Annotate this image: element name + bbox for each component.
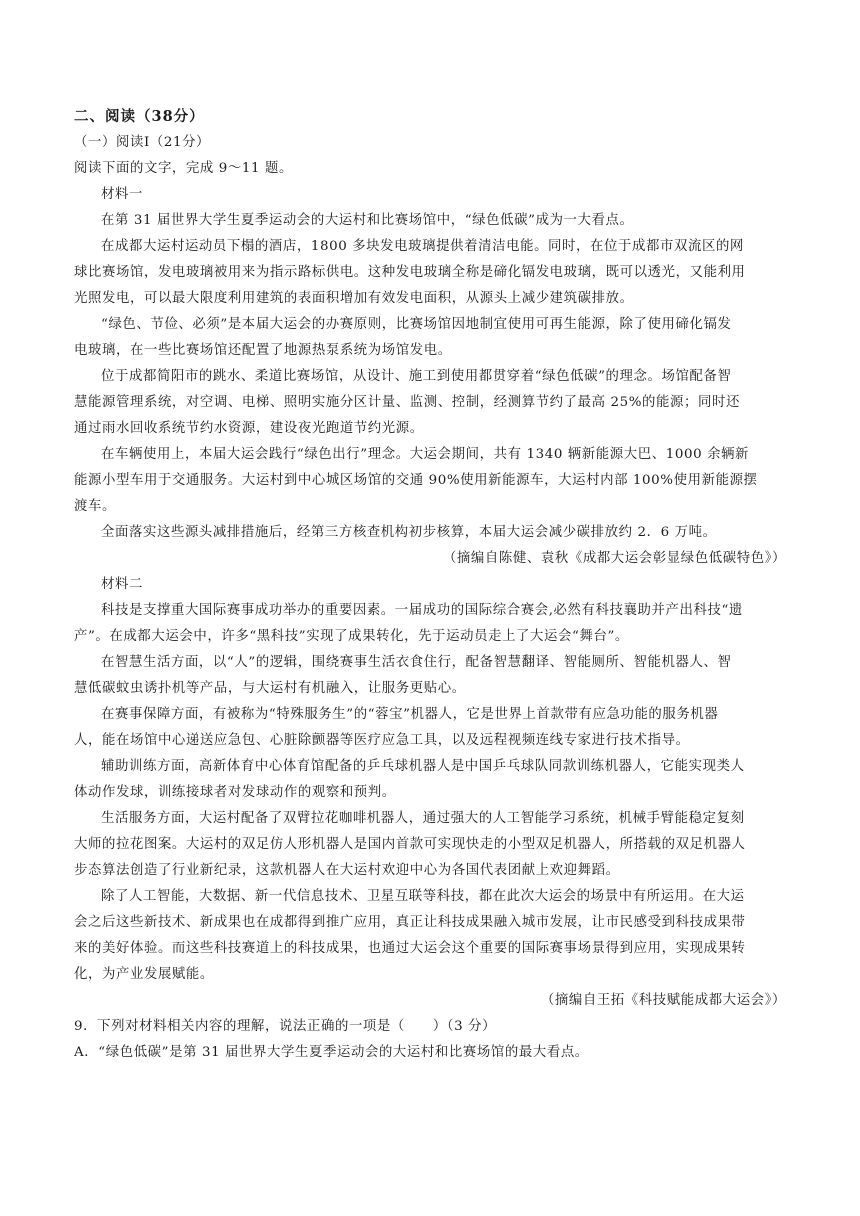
material1-line: 在第 31 届世界大学生夏季运动会的大运村和比赛场馆中，“绿色低碳”成为一大看点。: [101, 213, 634, 228]
section-title: 二、阅读（38分）: [74, 108, 205, 125]
material2-line: 来的美好体验。而这些科技赛道上的科技成果，也通过大运会这个重要的国际赛事场景得到应用，实现成果转: [74, 941, 746, 956]
question9-stem: 9．下列对材料相关内容的理解，说法正确的一项是（ ）（3 分）: [74, 1019, 497, 1034]
material1-line: 慧能源管理系统，对空调、电梯、照明实施分区计量、监测、控制，经测算节约了最高 25%的能源；同时还: [74, 395, 740, 410]
document-page: [74, 104, 796, 1066]
material2-label: 材料二: [101, 577, 143, 592]
material2-line: 人，能在场馆中心递送应急包、心脏除颤器等医疗应急工具，以及远程视频连线专家进行技术指导。: [74, 733, 690, 748]
material2-line: 慧低碳蚊虫诱扑机等产品，与大运村有机融入，让服务更贴心。: [74, 681, 466, 696]
material1-line: 光照发电，可以最大限度利用建筑的表面积增加有效发电面积，从源头上减少建筑碳排放。: [74, 291, 634, 306]
material1-line: 在车辆使用上，本届大运会践行“绿色出行”理念。大运会期间，共有 1340 辆新能源大巴、1000 余辆新: [101, 447, 750, 462]
material1-line: 能源小型车用于交通服务。大运村到中心城区场馆的交通 90%使用新能源车，大运村内部 100%使用新能源摆: [74, 473, 758, 488]
material2-line: 产”。在成都大运会中，许多“黑科技”实现了成果转化，先于运动员走上了大运会“舞台”。: [74, 629, 629, 644]
material2-line: 在智慧生活方面，以“人”的逻辑，围绕赛事生活衣食住行，配备智慧翻译、智能厕所、智能机器人、智: [101, 655, 732, 670]
material1-line: 通过雨水回收系统节约水资源，建设夜光跑道节约光源。: [74, 421, 424, 436]
material2-line: 大师的拉花图案。大运村的双足仿人形机器人是国内首款可实现快走的小型双足机器人，所搭载的双足机器人: [74, 837, 746, 852]
material1-line: 渡车。: [74, 499, 116, 514]
material2-line: 在赛事保障方面，有被称为“特殊服务生”的“蓉宝”机器人，它是世界上首款带有应急功能的服务机器: [101, 707, 719, 722]
material2-line: 除了人工智能，大数据、新一代信息技术、卫星互联等科技，都在此次大运会的场景中有所运用。在大运: [101, 889, 745, 904]
material2-line: 体动作发球，训练接球者对发球动作的观察和预判。: [74, 785, 396, 800]
material2-line: 步态算法创造了行业新纪录，这款机器人在大运村欢迎中心为各国代表团献上欢迎舞蹈。: [74, 863, 620, 878]
instruction: 阅读下面的文字，完成 9～11 题。: [74, 161, 293, 176]
material2-line: 科技是支撑重大国际赛事成功举办的重要因素。一届成功的国际综合赛会,必然有科技襄助并产出科技“遗: [101, 603, 743, 618]
material1-line: 位于成都简阳市的跳水、柔道比赛场馆，从设计、施工到使用都贯穿着“绿色低碳”的理念。场馆配备智: [101, 369, 732, 384]
material1-label: 材料一: [101, 187, 143, 202]
material1-line: 全面落实这些源头减排措施后，经第三方核查机构初步核算，本届大运会减少碳排放约 2．6 万吨。: [101, 525, 717, 540]
question9-option-a: A．“绿色低碳”是第 31 届世界大学生夏季运动会的大运村和比赛场馆的最大看点。: [74, 1045, 589, 1060]
material2-line: 辅助训练方面，高新体育中心体育馆配备的乒乓球机器人是中国乒乓球队同款训练机器人，它能实现类人: [101, 759, 745, 774]
material2-line: 化，为产业发展赋能。: [74, 967, 214, 982]
material2-line: 生活服务方面，大运村配备了双臂拉花咖啡机器人，通过强大的人工智能学习系统，机械手臂能稳定复刻: [101, 811, 745, 826]
material2-source: （摘编自王拓《科技赋能成都大运会》）: [540, 993, 786, 1008]
material1-source: （摘编自陈健、袁秋《成都大运会彰显绿色低碳特色》）: [442, 551, 786, 566]
material2-line: 会之后这些新技术、新成果也在成都得到推广应用，真正让科技成果融入城市发展，让市民感受到科技成果带: [74, 915, 746, 930]
material1-line: 在成都大运村运动员下榻的酒店，1800 多块发电玻璃提供着清洁电能。同时，在位于成都市双流区的网: [101, 239, 744, 254]
material1-line: 电玻璃，在一些比赛场馆还配置了地源热泵系统为场馆发电。: [74, 343, 452, 358]
material1-line: 球比赛场馆，发电玻璃被用来为指示路标供电。这种发电玻璃全称是碲化镉发电玻璃，既可以透光，又能利用: [74, 265, 746, 280]
material1-line: “绿色、节俭、必须”是本届大运会的办赛原则，比赛场馆因地制宜使用可再生能源，除了使用碲化镉发: [101, 317, 732, 332]
subsection-title: （一）阅读Ⅰ（21分）: [74, 135, 211, 150]
